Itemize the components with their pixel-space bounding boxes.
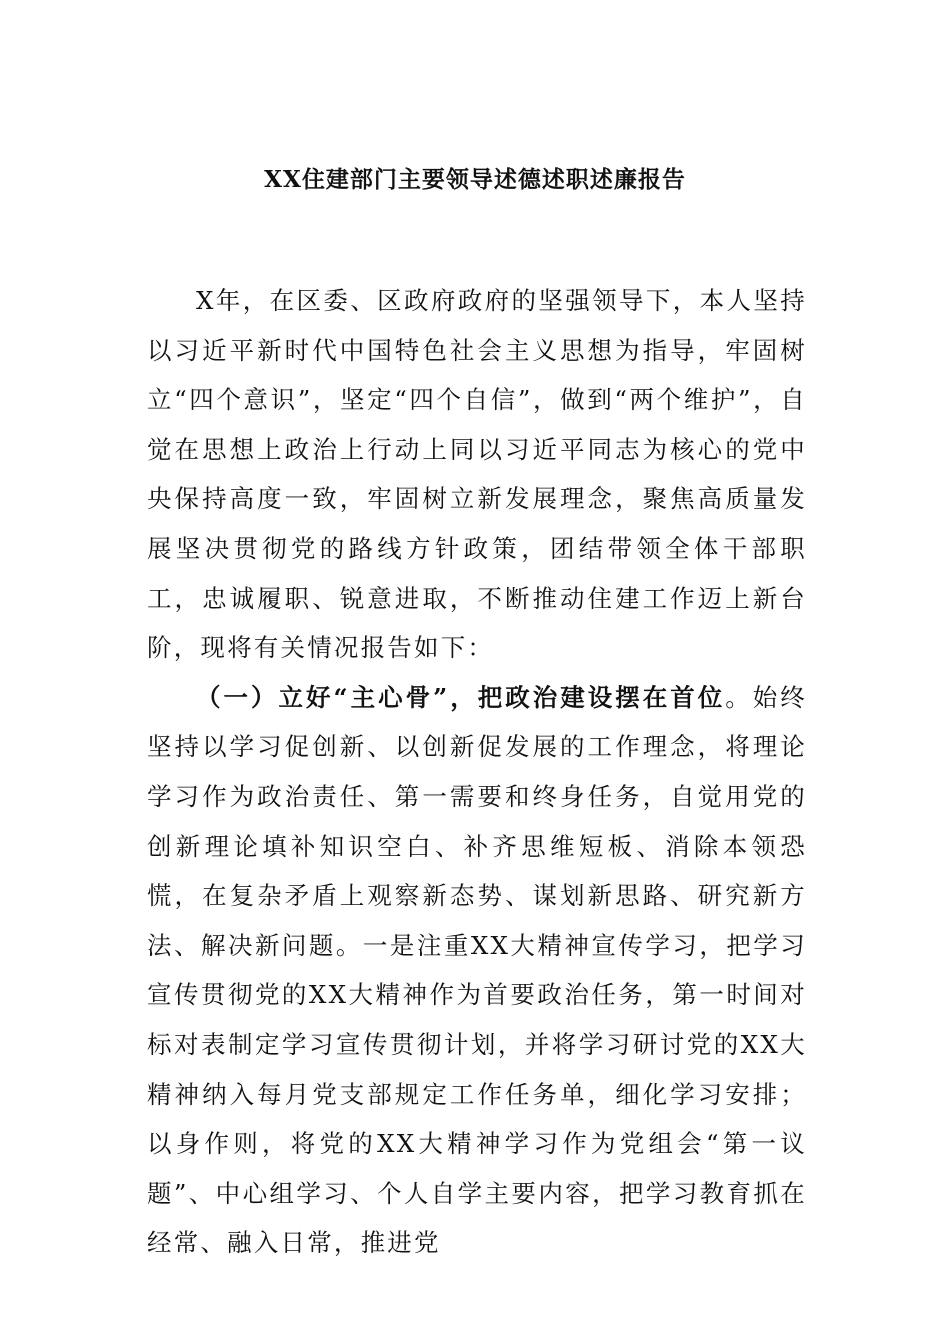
document-title: XX住建部门主要领导述德述职述廉报告 [264,166,686,193]
section-1-text: 。始终坚持以学习促创新、以创新促发展的工作理念，将理论学习作为政治责任、第一需要和终身任务，自觉用党的创新理论填补知识空白、补齐思维短板、消除本领恐慌，在复杂矛盾上观察新态势、谋划新思路、研究新方法、解决新问题。一是注重XX大精神宣传学习，把学习宣传贯彻党的XX大精神作为首要政治任务，第一时间对标对表制定学习宣传贯彻计划，并将学习研讨党的XX大精神纳入每月党支部规定工作任务单，细化学习安排；以身作则，将党的XX大精神学习作为党组会“第一议题”、中心组学习、个人自学主要内容，把学习教育抓在经常、融入日常，推进党 [147,682,807,1258]
document-body [147,276,807,1268]
section-1-heading: （一）立好“主心骨”，把政治建设摆在首位 [196,682,726,712]
section-1-paragraph [147,673,807,1268]
intro-paragraph: X年，在区委、区政府政府的坚强领导下，本人坚持以习近平新时代中国特色社会主义思想为指导，牢固树立“四个意识”，坚定“四个自信”，做到“两个维护”，自觉在思想上政治上行动上同以习近平同志为核心的党中央保持高度一致，牢固树立新发展理念，聚焦高质量发展坚决贯彻党的路线方针政策，团结带领全体干部职工，忠诚履职、锐意进取，不断推动住建工作迈上新台阶，现将有关情况报告如下： [147,286,807,663]
